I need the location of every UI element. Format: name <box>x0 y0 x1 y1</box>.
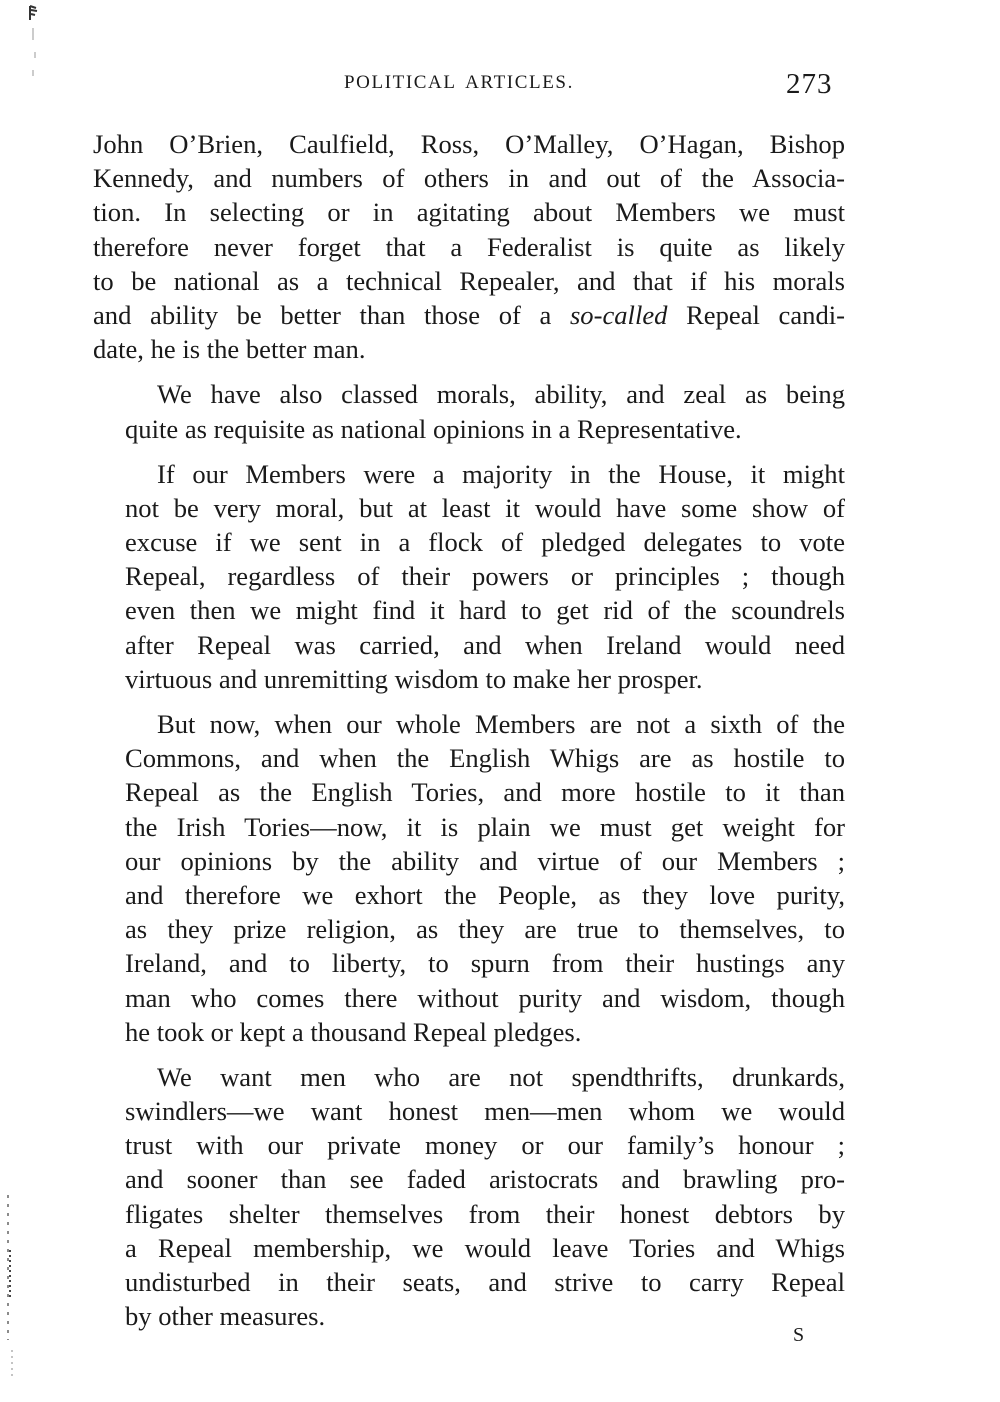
text-line: excuse if we sent in a flock of pledged delegates to vote <box>125 527 845 558</box>
text-line: tion. In selecting or in agitating about Members we must <box>93 197 845 228</box>
text-line: and sooner than see faded aristocrats and brawling pro- <box>125 1164 845 1195</box>
text-line: Repeal, regardless of their powers or principles ; though <box>125 561 845 592</box>
text-line: We have also classed morals, ability, and zeal as being <box>157 379 845 410</box>
text-line: our opinions by the ability and virtue of our Members ; <box>125 845 845 876</box>
text-line-with-italic: and ability be better than those of a so-called Repeal candi- <box>93 299 845 330</box>
text-line: undisturbed in their seats, and strive to carry Repeal <box>125 1267 845 1297</box>
text-line: a Repeal membership, we would leave Tories and Whigs <box>125 1232 845 1263</box>
text-line: trust with our private money or our family’s honour ; <box>125 1130 845 1161</box>
text-line: man who comes there without purity and wisdom, though <box>125 982 845 1013</box>
text-line: If our Members were a majority in the House, it might <box>157 458 845 489</box>
page-number: 273 <box>786 68 833 100</box>
text-line: swindlers—we want honest men—men whom we would <box>125 1096 845 1127</box>
italic-phrase: so-called <box>569 299 668 330</box>
text-line: the Irish Tories—now, it is plain we must get weight for <box>125 811 845 842</box>
text-line: Repeal as the English Tories, and more hostile to it than <box>125 777 845 808</box>
text-line: Commons, and when the English Whigs are as hostile to <box>125 743 845 774</box>
paragraph-1 <box>93 127 845 366</box>
signature-mark: S <box>793 1324 805 1346</box>
text-line: therefore never forget that a Federalist is quite as likely <box>93 231 845 262</box>
text-line: But now, when our whole Members are not a sixth of the <box>157 709 845 739</box>
paragraph-2 <box>93 377 845 445</box>
article-body <box>93 127 845 1344</box>
paragraph-4 <box>93 707 845 1049</box>
text-line: by other measures. <box>125 1301 326 1332</box>
text-line: virtuous and unremitting wisdom to make her prosper. <box>125 663 703 694</box>
running-title: POLITICAL ARTICLES. <box>344 72 574 93</box>
text-line: quite as requisite as national opinions in a Representative. <box>125 413 742 444</box>
text-line: to be national as a technical Repealer, and that if his morals <box>93 265 845 296</box>
running-header <box>0 68 1000 104</box>
text-line: as they prize religion, as they are true to themselves, to <box>125 914 845 945</box>
page-edge-scan-marks <box>0 0 40 1397</box>
text-line: We want men who are not spendthrifts, drunkards, <box>157 1061 845 1092</box>
text-line: and therefore we exhort the People, as they love purity, <box>125 879 845 910</box>
text-line: Ireland, and to liberty, to spurn from their hustings any <box>125 948 845 979</box>
scan-artifact-graphic <box>0 0 40 1397</box>
text-line: John O’Brien, Caulfield, Ross, O’Malley, O’Hagan, Bishop <box>93 129 845 159</box>
paragraph-5 <box>93 1060 845 1334</box>
text-line: after Repeal was carried, and when Ireland would need <box>125 629 845 660</box>
text-line: he took or kept a thousand Repeal pledges. <box>125 1016 582 1047</box>
text-line: even then we might find it hard to get rid of the scoundrels <box>125 595 845 626</box>
text-line: fligates shelter themselves from their honest debtors by <box>125 1198 845 1229</box>
text-line: date, he is the better man. <box>93 334 366 365</box>
paragraph-3 <box>93 457 845 696</box>
text-line: Kennedy, and numbers of others in and out of the Associa- <box>93 163 845 194</box>
text-line: not be very moral, but at least it would have some show of <box>125 492 845 523</box>
